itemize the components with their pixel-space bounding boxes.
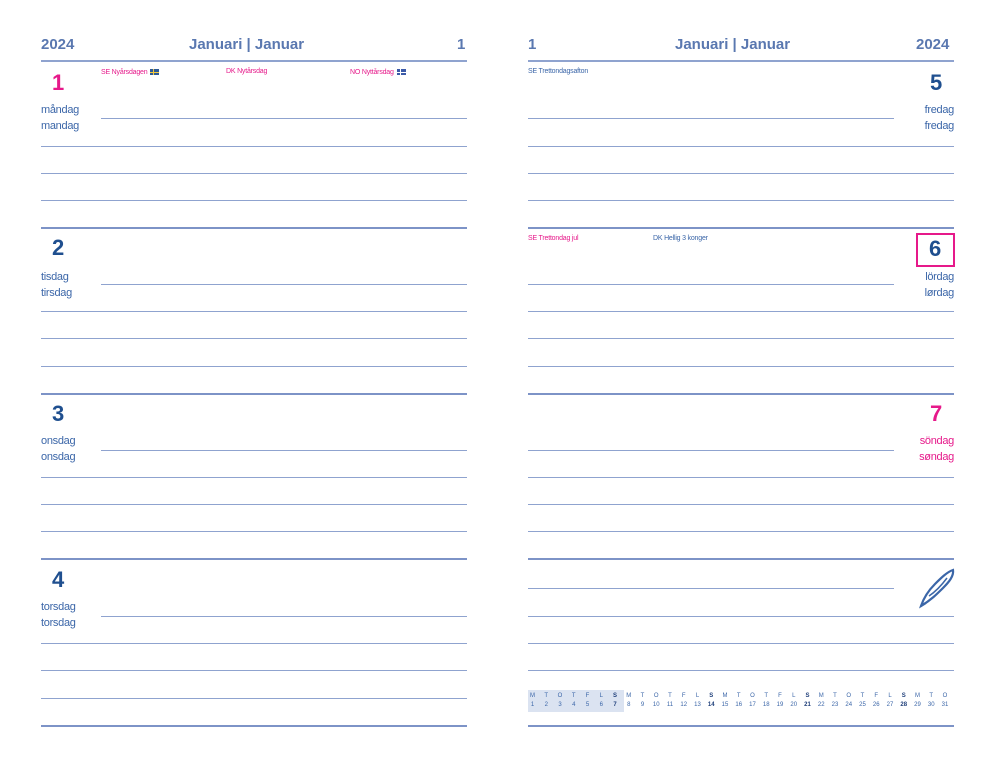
day-name-no: mandag xyxy=(41,120,79,132)
mini-calendar-date[interactable]: 27 xyxy=(886,702,894,708)
year-label: 2024 xyxy=(41,36,75,53)
mini-calendar-weekday: O xyxy=(653,693,659,699)
mini-calendar-weekday: T xyxy=(668,693,672,699)
mini-calendar-date[interactable]: 24 xyxy=(845,702,853,708)
mini-calendar-date[interactable]: 1 xyxy=(530,702,535,708)
mini-calendar-weekday: T xyxy=(764,693,769,699)
mini-calendar-date[interactable]: 15 xyxy=(721,702,729,708)
mini-calendar-weekday: O xyxy=(942,693,948,699)
mini-calendar-weekday: T xyxy=(640,693,645,699)
writing-line[interactable] xyxy=(528,588,894,589)
mini-calendar-weekday: O xyxy=(750,693,755,699)
holiday-label xyxy=(350,69,406,76)
writing-line[interactable] xyxy=(41,200,467,201)
writing-line[interactable] xyxy=(528,311,954,312)
mini-calendar-date[interactable]: 30 xyxy=(927,702,935,708)
month-title: Januari | Januar xyxy=(675,36,791,53)
day-name-no: fredag xyxy=(924,120,954,132)
day-divider xyxy=(528,725,954,727)
day-name-no: torsdag xyxy=(41,617,76,629)
holiday-text: SE Nyårsdagen xyxy=(101,69,148,76)
mini-calendar-date[interactable]: 11 xyxy=(666,702,674,708)
day-number: 2 xyxy=(52,235,65,260)
writing-line[interactable] xyxy=(101,616,467,617)
mini-calendar-weekday: L xyxy=(888,693,892,699)
mini-calendar-weekday: T xyxy=(736,693,741,699)
mini-calendar-date[interactable]: 13 xyxy=(694,702,701,708)
mini-calendar-date[interactable]: 28 xyxy=(900,702,908,708)
mini-calendar-date[interactable]: 3 xyxy=(558,702,562,708)
mini-calendar-weekday: M xyxy=(530,693,535,699)
mini-calendar-weekday: O xyxy=(557,693,563,699)
day-name-no: søndag xyxy=(919,451,954,463)
mini-calendar-date[interactable]: 23 xyxy=(831,702,839,708)
mini-calendar-date[interactable]: 16 xyxy=(735,702,743,708)
mini-calendar-weekday: S xyxy=(805,693,810,699)
header-rule xyxy=(528,60,954,62)
day-name-no: tirsdag xyxy=(41,287,72,299)
mini-calendar-date[interactable]: 22 xyxy=(817,702,825,708)
mini-calendar-date[interactable]: 5 xyxy=(585,702,590,708)
mini-calendar-weekday: S xyxy=(901,693,906,699)
mini-calendar-weekday: S xyxy=(709,693,714,699)
day-name-no: onsdag xyxy=(41,451,76,463)
day-number: 4 xyxy=(52,567,65,592)
mini-calendar-weekday: L xyxy=(599,693,603,699)
writing-line[interactable] xyxy=(41,173,467,174)
holiday-label xyxy=(101,69,159,76)
mini-calendar-weekday: O xyxy=(846,693,852,699)
mini-calendar-date[interactable]: 29 xyxy=(914,702,921,708)
header-rule xyxy=(41,60,467,62)
day-divider xyxy=(528,227,954,229)
writing-line[interactable] xyxy=(41,366,467,367)
day-name xyxy=(41,269,72,301)
day-name-no: lørdag xyxy=(924,287,954,299)
pen-icon xyxy=(917,566,957,610)
day-divider xyxy=(41,227,467,229)
mini-calendar-date[interactable]: 14 xyxy=(707,702,715,708)
mini-calendar-weekday: M xyxy=(722,693,728,699)
writing-line[interactable] xyxy=(528,284,894,285)
writing-line[interactable] xyxy=(101,450,467,451)
day-name xyxy=(894,102,954,134)
day-number: 7 xyxy=(930,401,943,426)
writing-line[interactable] xyxy=(528,450,894,451)
day-name-sv: lördag xyxy=(925,271,954,283)
mini-calendar-date[interactable]: 21 xyxy=(804,702,811,708)
writing-line[interactable] xyxy=(101,118,467,119)
holiday-label: SE Trettondagsafton xyxy=(528,68,589,75)
mini-calendar-date[interactable]: 10 xyxy=(652,702,660,708)
mini-calendar-weekday: T xyxy=(929,693,934,699)
day-name-sv: torsdag xyxy=(41,601,76,613)
year-label: 2024 xyxy=(916,36,950,53)
writing-line[interactable] xyxy=(528,173,954,174)
holiday-label: DK Hellig 3 konger xyxy=(653,235,708,242)
day-name xyxy=(894,269,954,301)
mini-calendar-weekday: F xyxy=(585,693,590,699)
writing-line[interactable] xyxy=(528,670,954,671)
mini-calendar-date[interactable]: 12 xyxy=(680,702,688,708)
day-name xyxy=(894,433,954,465)
day-divider xyxy=(41,393,467,395)
mini-calendar-date[interactable]: 6 xyxy=(599,702,603,708)
writing-line[interactable] xyxy=(528,531,954,532)
mini-calendar-date[interactable]: 4 xyxy=(572,702,576,708)
writing-line[interactable] xyxy=(41,531,467,532)
writing-line[interactable] xyxy=(528,338,954,339)
mini-calendar-date[interactable]: 2 xyxy=(544,702,548,708)
mini-calendar-date[interactable]: 20 xyxy=(790,702,798,708)
day-name-sv: tisdag xyxy=(41,271,69,283)
day-divider xyxy=(528,558,954,560)
mini-calendar-weekday: T xyxy=(860,693,865,699)
norway-flag-icon xyxy=(397,69,406,75)
holiday-label: SE Trettondag jul xyxy=(528,235,579,242)
left-page xyxy=(0,0,495,776)
writing-line[interactable] xyxy=(41,698,467,699)
holiday-text: DK Nytårsdag xyxy=(226,68,268,75)
week-number: 1 xyxy=(528,36,537,53)
day-name-sv: söndag xyxy=(919,435,954,447)
writing-line[interactable] xyxy=(528,504,954,505)
writing-line[interactable] xyxy=(41,311,467,312)
day-name-sv: fredag xyxy=(924,104,954,116)
mini-calendar-weekday: M xyxy=(818,693,824,699)
right-page xyxy=(505,0,999,776)
mini-calendar-date[interactable]: 25 xyxy=(859,702,866,708)
mini-calendar-date[interactable]: 9 xyxy=(640,702,645,708)
day-name xyxy=(41,599,76,631)
mini-calendar-weekday: M xyxy=(626,693,632,699)
day-number: 1 xyxy=(52,70,65,95)
holiday-text: NO Nyttårsdag xyxy=(350,69,394,76)
day-divider xyxy=(528,393,954,395)
week-number: 1 xyxy=(457,36,466,53)
day-number: 6 xyxy=(929,236,942,261)
writing-line[interactable] xyxy=(101,284,467,285)
writing-line[interactable] xyxy=(41,338,467,339)
day-divider xyxy=(41,558,467,560)
mini-calendar-weekday: F xyxy=(874,693,879,699)
day-name-sv: måndag xyxy=(41,104,79,116)
mini-calendar-date[interactable]: 31 xyxy=(941,702,949,708)
mini-calendar-weekday: F xyxy=(681,693,686,699)
day-name-sv: onsdag xyxy=(41,435,76,447)
writing-line[interactable] xyxy=(528,477,954,478)
writing-line[interactable] xyxy=(41,670,467,671)
holiday-label xyxy=(226,68,267,75)
writing-line[interactable] xyxy=(41,146,467,147)
day-name xyxy=(41,433,75,465)
sweden-flag-icon xyxy=(150,69,159,75)
mini-calendar-date[interactable]: 19 xyxy=(776,702,784,708)
writing-line[interactable] xyxy=(528,118,894,119)
writing-line[interactable] xyxy=(528,200,954,201)
mini-calendar-date[interactable]: 8 xyxy=(627,702,631,708)
mini-calendar-weekday: L xyxy=(792,693,796,699)
day-name xyxy=(41,102,79,134)
writing-line[interactable] xyxy=(528,643,954,644)
writing-line[interactable] xyxy=(528,146,954,147)
mini-calendar-date[interactable]: 17 xyxy=(749,702,756,708)
day-number: 5 xyxy=(930,70,943,95)
mini-calendar-date[interactable]: 26 xyxy=(872,702,880,708)
writing-line[interactable] xyxy=(528,366,954,367)
writing-line[interactable] xyxy=(41,477,467,478)
mini-calendar-weekday: T xyxy=(833,693,837,699)
mini-calendar-weekday: L xyxy=(695,693,700,699)
mini-calendar-weekday: T xyxy=(544,693,549,699)
mini-calendar-weekday: S xyxy=(612,693,617,699)
mini-calendar-weekday: F xyxy=(778,693,782,699)
writing-line[interactable] xyxy=(41,504,467,505)
writing-line[interactable] xyxy=(528,616,954,617)
mini-calendar-weekday: T xyxy=(571,693,576,699)
mini-calendar-date[interactable]: 18 xyxy=(762,702,770,708)
day-divider xyxy=(41,725,467,727)
mini-calendar-weekday: M xyxy=(915,693,920,699)
mini-calendar-date[interactable]: 7 xyxy=(613,702,617,708)
writing-line[interactable] xyxy=(41,643,467,644)
day-number: 3 xyxy=(52,401,65,426)
month-title: Januari | Januar xyxy=(189,36,305,53)
